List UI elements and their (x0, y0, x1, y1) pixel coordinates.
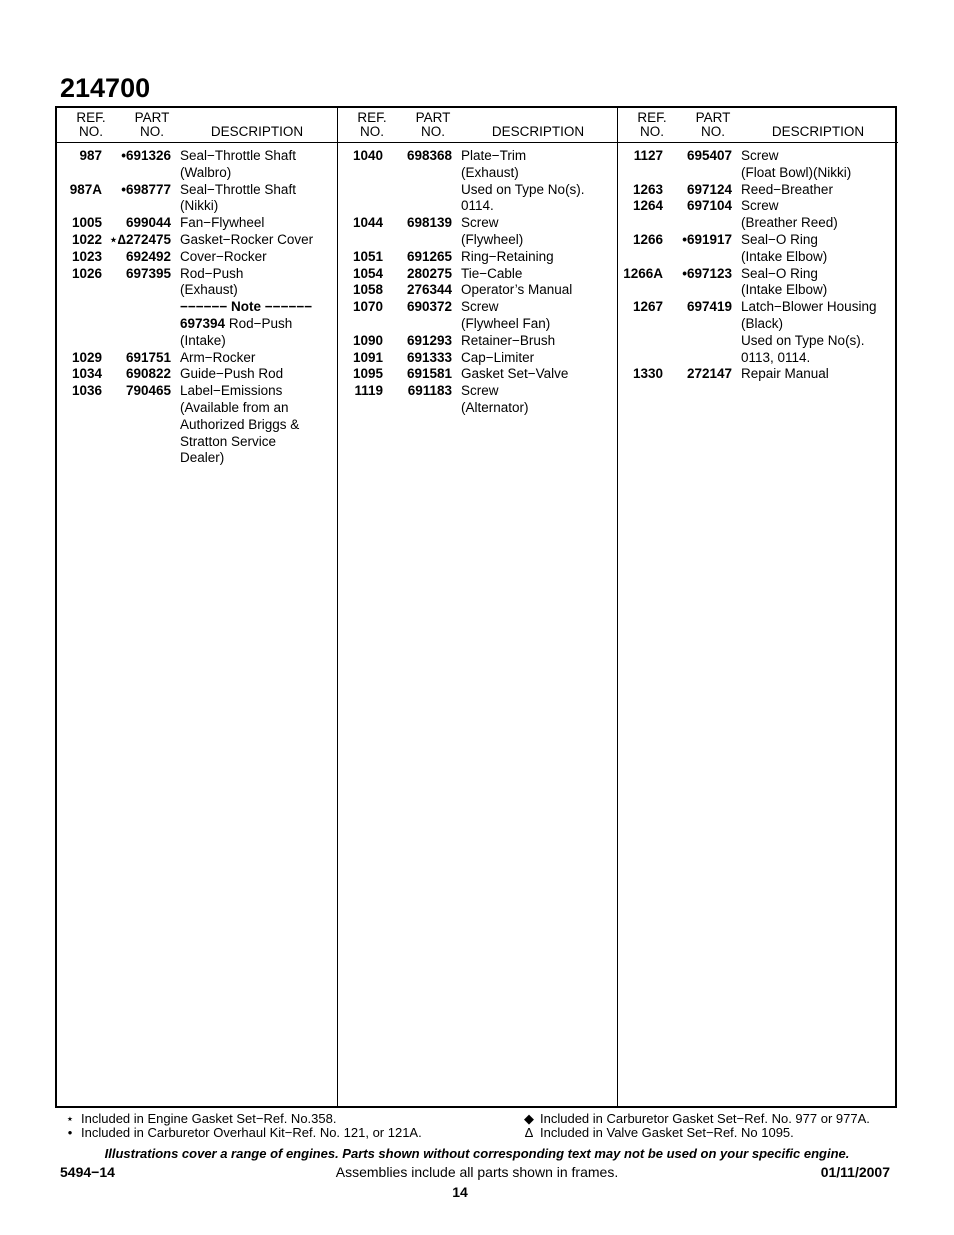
part-number: 280275 (406, 265, 452, 281)
part-description: Dealer) (180, 450, 225, 466)
part-description: (Float Bowl)(Nikki) (741, 164, 852, 180)
table-row (338, 148, 618, 165)
parts-column-2 (337, 108, 618, 1106)
part-description: Stratton Service (180, 433, 277, 449)
part-number: 691333 (406, 349, 452, 365)
star-icon: ⋆ (65, 1111, 75, 1126)
part-description: 0113, 0114. (741, 349, 811, 365)
part-description: (Exhaust) (461, 164, 519, 180)
part-description: (Walbro) (180, 164, 232, 180)
part-description: Seal−O Ring (741, 231, 818, 247)
part-description: Tie−Cable (461, 265, 523, 281)
parts-column-1 (57, 108, 337, 1106)
ref-number: 1330 (632, 366, 663, 382)
part-number: •691326 (121, 148, 171, 163)
ref-number: 1267 (632, 299, 663, 315)
document-number: 5494−14 (60, 1164, 115, 1180)
table-row (57, 417, 337, 434)
part-description: (Intake Elbow) (741, 282, 828, 298)
part-description: (Alternator) (461, 399, 529, 415)
diamond-icon: ◆ (524, 1111, 534, 1126)
ref-number: 1070 (352, 299, 383, 315)
part-description: Repair Manual (741, 366, 829, 382)
part-number: 276344 (406, 282, 452, 298)
table-row (618, 182, 898, 199)
part-description: (Nikki) (180, 198, 219, 214)
part-description (180, 316, 337, 333)
legend-item (63, 1112, 422, 1126)
table-row (57, 434, 337, 451)
legend-text: Included in Carburetor Overhaul Kit−Ref. No. 121, or 121A. (81, 1125, 422, 1140)
part-description: 0114. (461, 198, 494, 214)
part-number: 691751 (125, 349, 171, 365)
table-row (338, 165, 618, 182)
table-row (57, 282, 337, 299)
table-row (338, 299, 618, 316)
ref-number: 1095 (352, 366, 383, 382)
part-description: (Flywheel Fan) (461, 315, 551, 331)
table-row (338, 333, 618, 350)
ref-number: 1091 (352, 349, 383, 365)
column-header (57, 108, 337, 143)
header-part-no: PART NO. (415, 110, 451, 139)
table-row (618, 366, 898, 383)
table-row (338, 215, 618, 232)
ref-number: 1026 (71, 265, 102, 281)
table-row (338, 316, 618, 333)
header-ref-no: REF. NO. (357, 110, 387, 139)
table-row (57, 182, 337, 199)
delta-icon: ∆ (525, 1125, 533, 1140)
disclaimer: Illustrations cover a range of engines. Parts shown without corresponding text may not be used on your specific engine. (104, 1146, 850, 1161)
table-row (57, 299, 337, 316)
legend-item (522, 1112, 870, 1126)
table-row (618, 266, 898, 283)
part-description: (Exhaust) (180, 282, 238, 298)
parts-rows (57, 148, 337, 467)
part-description: Operator’s Manual (461, 282, 573, 298)
ref-number: 1266A (623, 265, 663, 281)
ref-number: 1051 (352, 248, 383, 264)
ref-number: 1029 (71, 349, 102, 365)
ref-number: 1044 (352, 215, 383, 231)
ref-number: 1040 (352, 148, 383, 163)
table-row (57, 350, 337, 367)
part-number: 691293 (406, 332, 452, 348)
part-number: 691581 (406, 366, 452, 382)
part-number: 697104 (686, 198, 732, 214)
part-description: Used on Type No(s). (741, 332, 865, 348)
table-row (618, 299, 898, 316)
header-description: DESCRIPTION (210, 124, 304, 139)
bullet-icon: • (67, 1125, 73, 1140)
table-row (338, 249, 618, 266)
part-number: 691183 (407, 383, 452, 399)
table-row (57, 266, 337, 283)
part-description: Label−Emissions (180, 383, 283, 399)
part-description: Screw (741, 198, 779, 214)
ref-number: 1036 (71, 383, 102, 399)
table-row (338, 282, 618, 299)
part-description: (Intake) (180, 332, 226, 348)
table-row (338, 182, 618, 199)
table-row (57, 383, 337, 400)
header-description: DESCRIPTION (491, 124, 585, 139)
part-description: Cover−Rocker (180, 248, 267, 264)
table-row (57, 316, 337, 333)
part-description: Guide−Push Rod (180, 366, 284, 382)
part-description: Seal−O Ring (741, 265, 818, 281)
ref-number: 1119 (354, 383, 383, 399)
part-description: Authorized Briggs & (180, 416, 300, 432)
part-description: Screw (461, 299, 499, 315)
part-description: Seal−Throttle Shaft (180, 148, 296, 163)
table-row (57, 366, 337, 383)
table-row (618, 148, 898, 165)
ref-number: 1005 (71, 215, 102, 231)
part-description: (Flywheel) (461, 231, 524, 247)
legend-left (63, 1112, 422, 1140)
ref-number: 1127 (633, 148, 663, 163)
ref-number: 1034 (71, 366, 102, 382)
part-description: (Breather Reed) (741, 215, 838, 231)
part-number: 698139 (406, 215, 452, 231)
table-row (57, 333, 337, 350)
legend-text: Included in Carburetor Gasket Set−Ref. No. 977 or 977A. (540, 1111, 870, 1126)
parts-column-3 (617, 108, 898, 1106)
table-row (618, 249, 898, 266)
part-description: Plate−Trim (461, 148, 527, 163)
part-description: Gasket−Rocker Cover (180, 231, 314, 247)
parts-rows (338, 148, 618, 417)
part-description: Arm−Rocker (180, 349, 256, 365)
part-description: Screw (461, 383, 499, 399)
part-description: Retainer−Brush (461, 332, 556, 348)
ref-number: 1263 (632, 181, 663, 197)
ref-number: 1264 (632, 198, 663, 214)
header-ref-no: REF. NO. (637, 110, 667, 139)
part-number: •691917 (682, 231, 732, 247)
table-row (618, 333, 898, 350)
table-row (338, 400, 618, 417)
table-row (57, 249, 337, 266)
page-number: 14 (452, 1184, 468, 1200)
parts-table (55, 106, 897, 1108)
part-number: 690822 (125, 366, 171, 382)
part-number: •697123 (682, 265, 732, 281)
part-description: (Black) (741, 315, 784, 331)
part-description: Seal−Throttle Shaft (180, 181, 296, 197)
table-row (618, 316, 898, 333)
table-row (618, 165, 898, 182)
ref-number: 1054 (352, 265, 383, 281)
part-number: •698777 (121, 181, 171, 197)
part-number: 699044 (125, 215, 171, 231)
table-row (57, 215, 337, 232)
part-description: Reed−Breather (741, 181, 833, 197)
part-description: Fan−Flywheel (180, 215, 265, 231)
ref-number: 1090 (352, 332, 383, 348)
legend-item (522, 1126, 870, 1140)
part-description: (Available from an (180, 399, 289, 415)
part-description: −−−−−− Note −−−−−− (180, 299, 313, 315)
alt-part-description: Rod−Push (225, 315, 293, 331)
part-description: (Intake Elbow) (741, 248, 828, 264)
part-number: 692492 (125, 248, 171, 264)
table-row (57, 165, 337, 182)
ref-number: 987 (79, 148, 102, 163)
part-description: Screw (461, 215, 499, 231)
table-row (618, 198, 898, 215)
ref-number: 1266 (632, 231, 663, 247)
legend-right (522, 1112, 870, 1140)
part-description: Ring−Retaining (461, 248, 554, 264)
header-part-no: PART NO. (134, 110, 170, 139)
table-row (338, 366, 618, 383)
part-number: 690372 (406, 299, 452, 315)
ref-number: 1023 (71, 248, 102, 264)
header-description: DESCRIPTION (771, 124, 865, 139)
assembly-note: Assemblies include all parts shown in frames. (335, 1164, 619, 1180)
part-description: Used on Type No(s). (461, 181, 585, 197)
ref-number: 987A (69, 181, 102, 197)
part-description: Screw (741, 148, 779, 163)
table-row (57, 198, 337, 215)
part-number: 790465 (125, 383, 171, 399)
part-number: 698368 (406, 148, 452, 163)
part-description: Rod−Push (180, 265, 244, 281)
table-row (57, 148, 337, 165)
legend-item (63, 1126, 422, 1140)
table-row (57, 232, 337, 249)
table-row (338, 232, 618, 249)
table-row (618, 215, 898, 232)
page-title: 214700 (60, 73, 151, 103)
parts-rows (618, 148, 898, 383)
table-row (338, 383, 618, 400)
table-row (618, 350, 898, 367)
table-row (618, 282, 898, 299)
part-description: Gasket Set−Valve (461, 366, 569, 382)
table-row (57, 400, 337, 417)
part-number: 691265 (406, 248, 452, 264)
part-number: 697419 (686, 299, 732, 315)
table-row (338, 266, 618, 283)
part-number: 697395 (125, 265, 171, 281)
table-row (57, 450, 337, 467)
legend-text: Included in Valve Gasket Set−Ref. No 1095. (540, 1125, 794, 1140)
table-row (338, 350, 618, 367)
part-number: 272147 (686, 366, 732, 382)
column-header (338, 108, 618, 143)
document-date: 01/11/2007 (820, 1164, 890, 1180)
alt-part-number: 697394 (180, 315, 226, 331)
table-row (338, 198, 618, 215)
part-number: 695407 (686, 148, 732, 163)
header-part-no: PART NO. (695, 110, 731, 139)
part-number: ⋆∆272475 (109, 231, 171, 247)
part-description: Cap−Limiter (461, 349, 535, 365)
legend-text: Included in Engine Gasket Set−Ref. No.358. (81, 1111, 337, 1126)
ref-number: 1058 (352, 282, 383, 298)
header-ref-no: REF. NO. (76, 110, 106, 139)
table-row (618, 232, 898, 249)
ref-number: 1022 (71, 231, 102, 247)
column-header (618, 108, 898, 143)
part-description: Latch−Blower Housing (741, 299, 877, 315)
part-number: 697124 (686, 181, 732, 197)
